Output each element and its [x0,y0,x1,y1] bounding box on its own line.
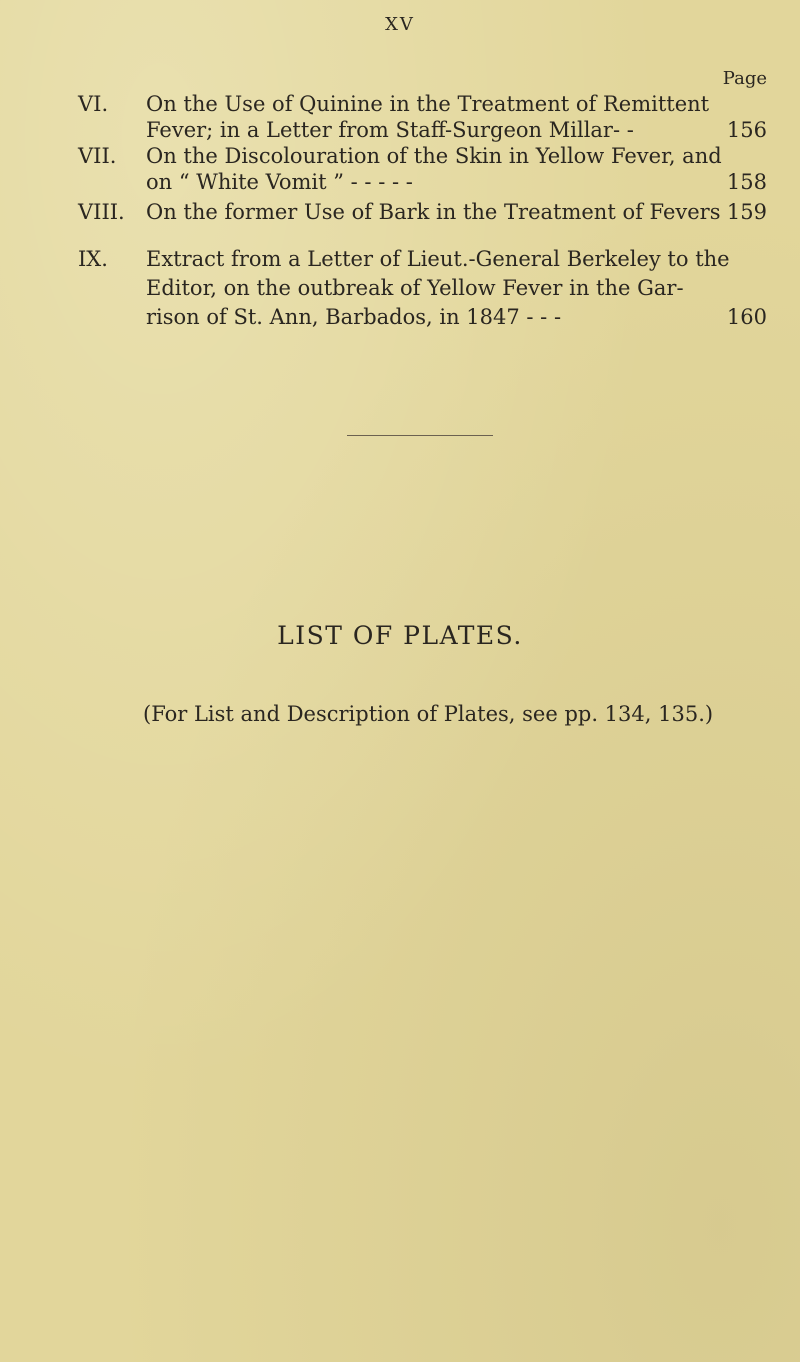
entry-line: On the Discolouration of the Skin in Yellow Fever, and [146,144,722,168]
entry-page-number: 156 [726,118,767,142]
entry-line: On the Use of Quinine in the Treatment of Remittent [146,92,710,116]
entry-line: rison of St. Ann, Barbados, in 1847 - - - [146,305,562,329]
section-divider [347,435,493,436]
entry-page-number: 160 [726,305,767,329]
entry-line: on “ White Vomit ” - - - - - [146,170,413,194]
entry-numeral: VIII. [78,200,125,224]
entry-page-number: 159 [726,200,767,224]
entry-line: On the former Use of Bark in the Treatment of Fevers [146,200,721,224]
list-of-plates-note: (For List and Description of Plates, see pp. 134, 135.) [143,702,714,726]
entry-numeral: VII. [78,144,117,168]
entry-page-number: 158 [726,170,767,194]
page-column-label: Page [722,68,767,89]
list-of-plates-heading: LIST OF PLATES. [277,621,523,650]
entry-line: Editor, on the outbreak of Yellow Fever in the Gar- [146,276,684,300]
entry-numeral: IX. [78,247,108,271]
running-head: XV [385,14,415,35]
entry-numeral: VI. [78,92,109,116]
entry-line: Fever; in a Letter from Staff-Surgeon Millar- - [146,118,634,142]
entry-line: Extract from a Letter of Lieut.-General Berkeley to the [146,247,730,271]
